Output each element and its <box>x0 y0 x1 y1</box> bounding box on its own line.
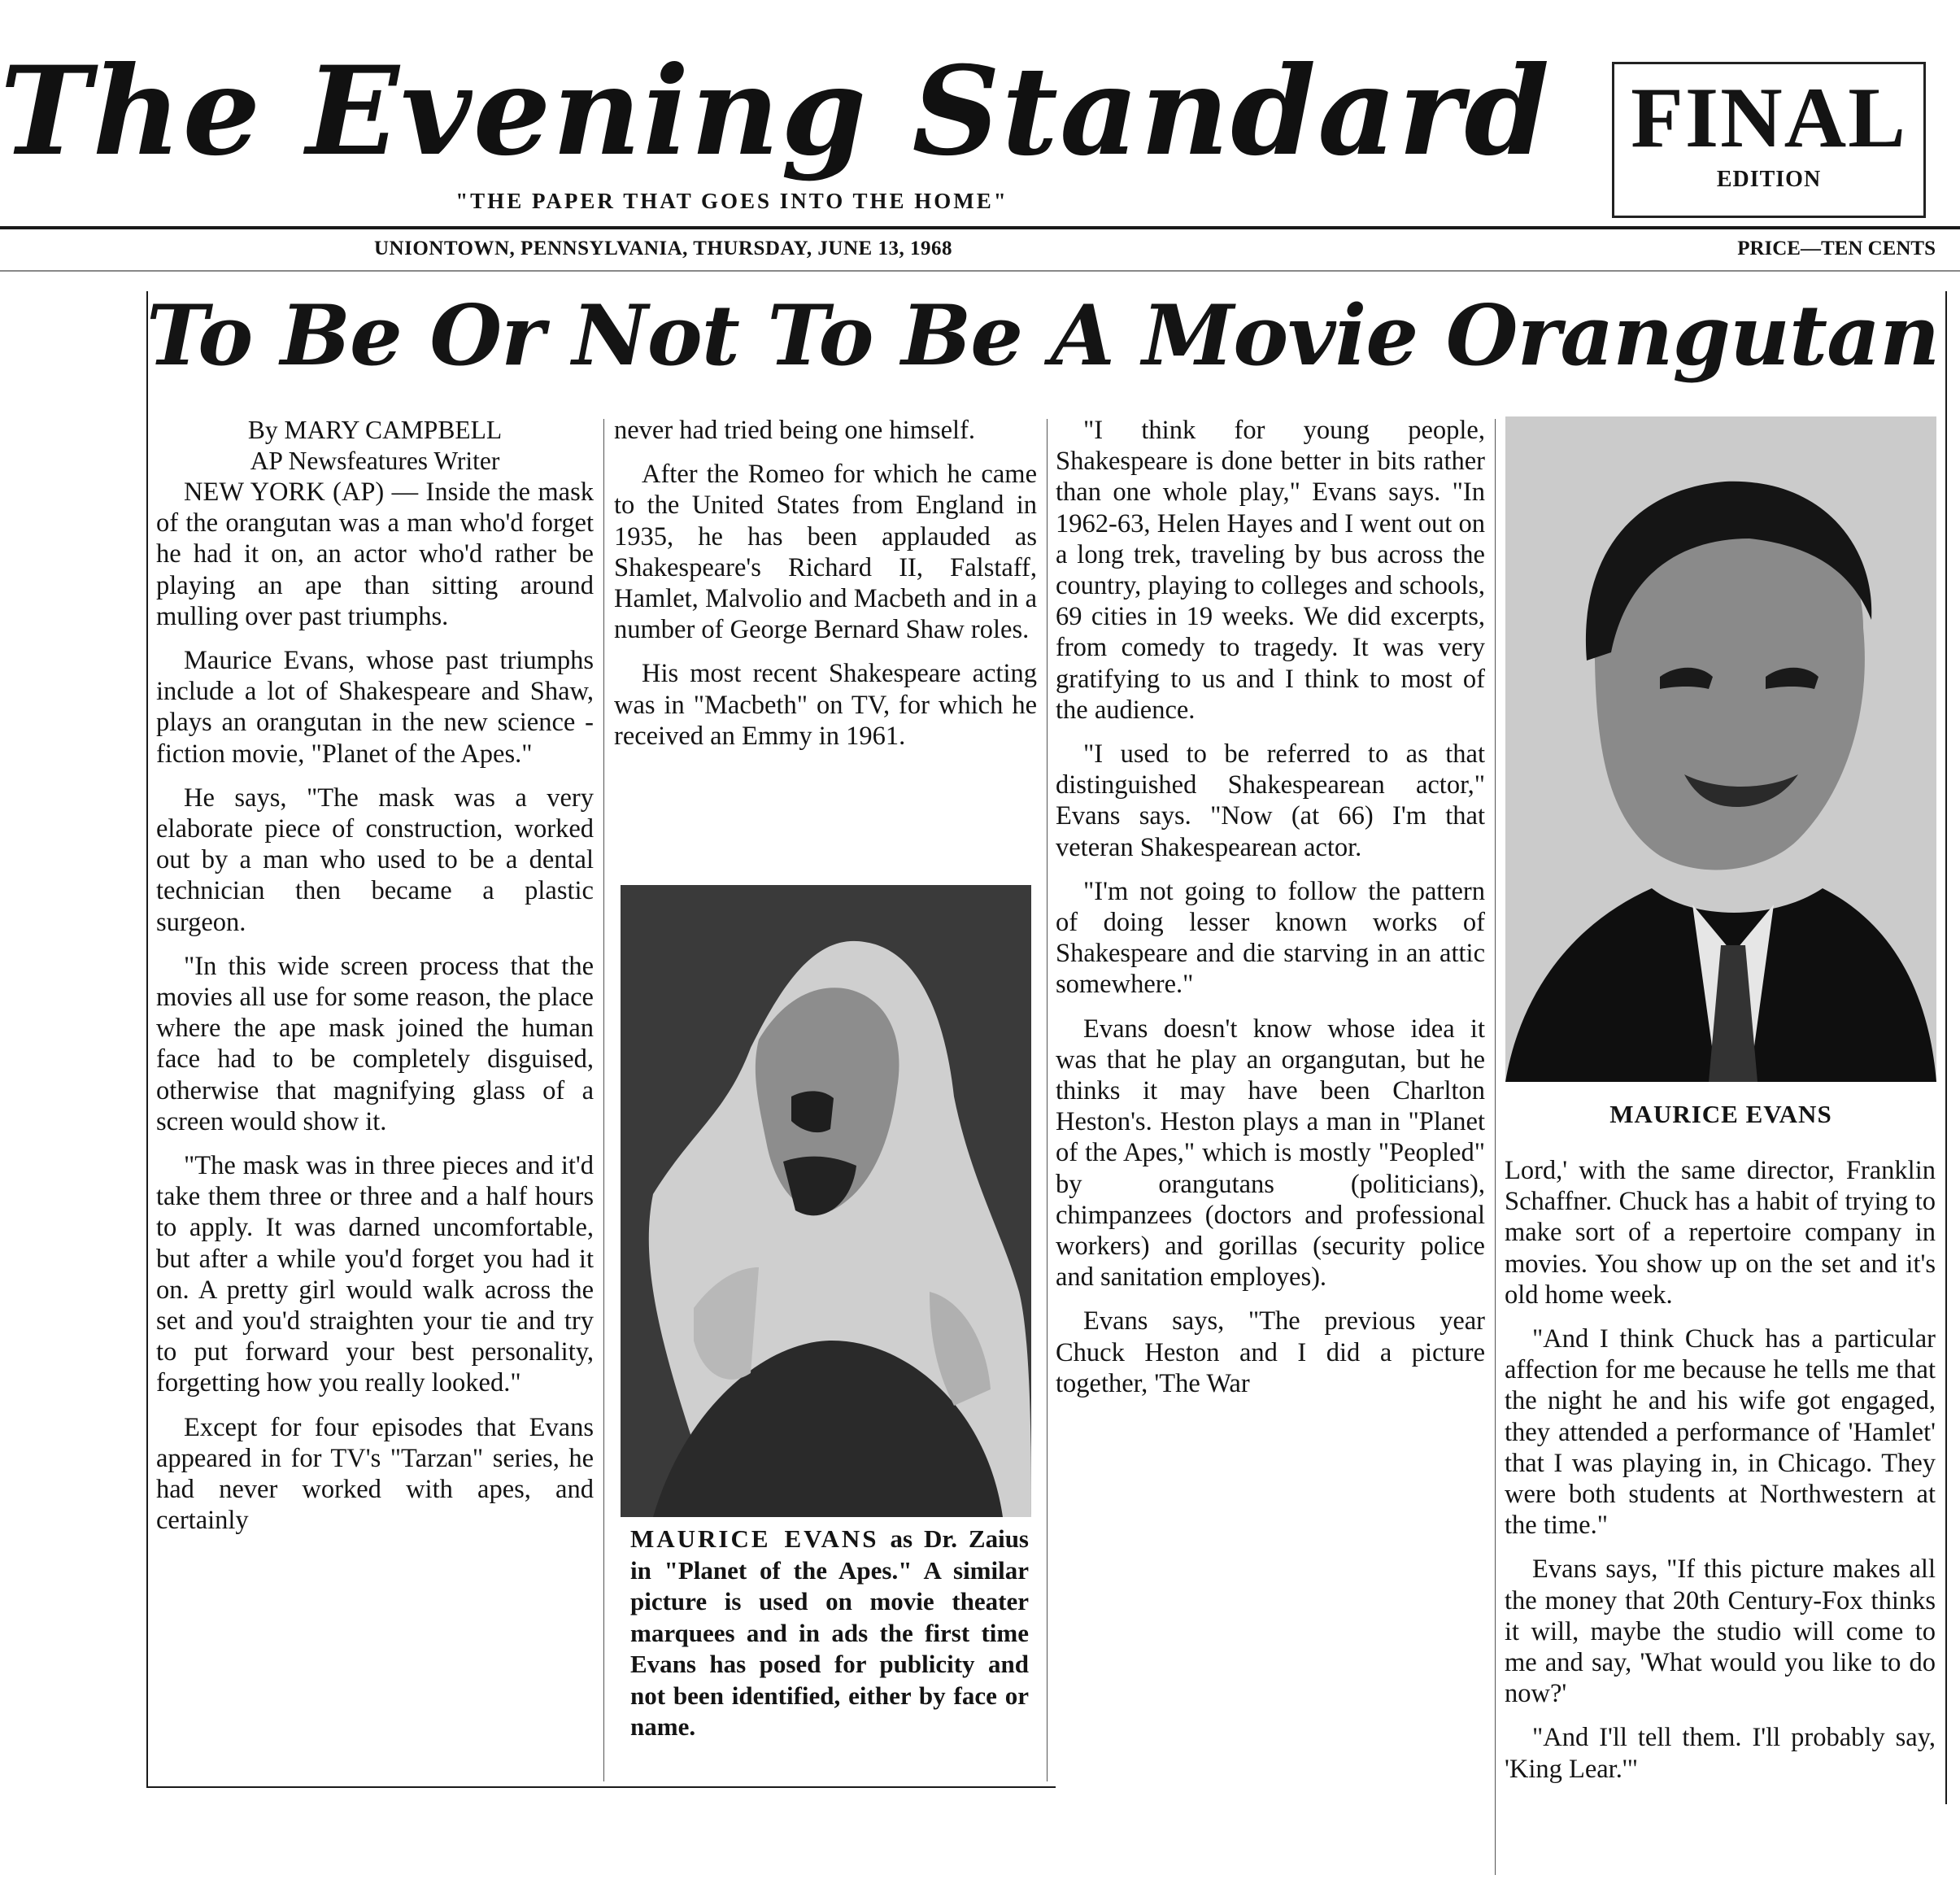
article-column-4 <box>1505 1155 1936 1785</box>
portrait-caption: MAURICE EVANS <box>1609 1100 1832 1128</box>
frame-left-rule <box>146 291 148 1788</box>
article-paragraph: Maurice Evans, whose past triumphs include a lot of Shakespeare and Shaw, plays an orangutan in the new science - fiction movie, "Planet of the Apes." <box>156 646 594 769</box>
article-paragraph: never had tried being one himself. <box>614 416 976 445</box>
article-column-2 <box>614 415 1037 752</box>
article-paragraph: NEW YORK (AP) — Inside the mask of the orangutan was a man who'd forget he had it on, an actor who'd rather be playing an ape than sitting around mulling over past triumphs. <box>156 477 594 631</box>
frame-bottom-rule <box>146 1786 1056 1788</box>
frame-right-rule <box>1945 291 1947 1804</box>
article-paragraph: "And I'll tell them. I'll probably say, 'King Lear.'" <box>1505 1723 1936 1784</box>
edition-sublabel: EDITION <box>1716 167 1822 192</box>
byline-name: By MARY CAMPBELL <box>247 416 503 444</box>
column-divider-3 <box>1495 419 1496 1875</box>
column-divider-1 <box>603 419 604 1781</box>
newspaper-nameplate: The Evening Standard <box>0 40 1552 183</box>
article-paragraph: "I'm not going to follow the pattern of doing lesser known works of Shakespeare and die starving in an attic somewhere." <box>1056 876 1485 1000</box>
article-paragraph: Except for four episodes that Evans appeared in for TV's "Tarzan" series, he had never worked with apes, and certainly <box>156 1412 594 1536</box>
article-paragraph: "The mask was in three pieces and it'd take them three or three and a half hours to apply. It was darned uncomfortable, but after a while you'd forget you had it on. A pretty girl would walk across the set and you'd straighten your tie and try to put forward your best personality, forgetting how you really looked." <box>156 1151 594 1398</box>
masthead-rule-bottom <box>0 270 1960 272</box>
article-paragraph: His most recent Shakespeare acting was in "Macbeth" on TV, for which he received an Emmy in 1961. <box>614 659 1037 751</box>
masthead-rule-top <box>0 226 1960 229</box>
maurice-evans-portrait <box>1505 416 1936 1082</box>
article-paragraph: He says, "The mask was a very elaborate piece of construction, worked out by a man who used to be a dental technician then became a plastic surgeon. <box>156 783 594 937</box>
caption-name: MAURICE EVANS <box>630 1524 879 1553</box>
article-paragraph: Lord,' with the same director, Franklin Schaffner. Chuck has a habit of trying to make sort of a repertoire company in movies. You show up on the set and it's old home week. <box>1505 1156 1936 1310</box>
article-column-1 <box>156 415 594 1537</box>
article-paragraph: Evans says, "If this picture makes all the money that 20th Century-Fox thinks it will, maybe the studio will come to me and say, 'What would you like to do now?' <box>1505 1554 1936 1709</box>
article-paragraph: "And I think Chuck has a particular affection for me because he tells me that the night he and his wife got engaged, they attended a performance of 'Hamlet' that I was playing in, in Chicago. They were both students at Northwestern at the time." <box>1505 1324 1936 1541</box>
column-divider-2 <box>1047 419 1048 1781</box>
headline: To Be Or Not To Be A Movie Orangutan <box>146 287 1940 385</box>
article-paragraph: Evans doesn't know whose idea it was that he play an organgutan, but he thinks it may have been Charlton Heston's. Heston plays a man in "Planet of the Apes," which is mostly "Peopled" by orangutans (politicians), chimpanzees (doctors and professional workers) and gorillas (security police and sanitation employes). <box>1056 1014 1485 1293</box>
dr-zaius-photo <box>621 885 1031 1517</box>
byline-title: AP Newsfeatures Writer <box>250 447 500 475</box>
edition-label: FINAL <box>1631 70 1907 165</box>
photo-caption <box>630 1524 1029 1743</box>
article-column-3 <box>1056 415 1485 1399</box>
edition-box <box>1612 62 1926 218</box>
article-paragraph: After the Romeo for which he came to the United States from England in 1935, he has been applauded as Shakespeare's Richard II, Falstaff, Hamlet, Malvolio and Macbeth and in a number of George Bernard Shaw roles. <box>614 460 1037 645</box>
price-label: PRICE—TEN CENTS <box>1737 238 1936 259</box>
dateline: UNIONTOWN, PENNSYLVANIA, THURSDAY, JUNE 13, 1968 <box>374 238 952 259</box>
article-paragraph: "In this wide screen process that the movies all use for some reason, the place where the ape mask joined the human face had to be completely disguised, otherwise that magnifying glass of a screen would show it. <box>156 951 594 1136</box>
article-paragraph: "I think for young people, Shakespeare is done better in bits rather than one whole play," Evans says. "In 1962-63, Helen Hayes and I went out on a long trek, traveling by bus across the country, playing to colleges and schools, 69 cities in 19 weeks. We did excerpts, from comedy to tragedy. It was very gratifying to us and I think to most of the audience. <box>1056 416 1485 725</box>
article-paragraph: "I used to be referred to as that distinguished Shakespearean actor," Evans says. "Now (at 66) I'm that veteran Shakespearean actor. <box>1056 739 1485 862</box>
article-paragraph: Evans says, "The previous year Chuck Heston and I did a picture together, 'The War <box>1056 1306 1485 1398</box>
nameplate-motto: "THE PAPER THAT GOES INTO THE HOME" <box>382 189 1082 214</box>
caption-text: as Dr. Zaius in "Planet of the Apes." A similar picture is used on movie theater marquees and in ads the first time Evans has posed for publicity and not been identified, either by face or name. <box>630 1524 1029 1741</box>
